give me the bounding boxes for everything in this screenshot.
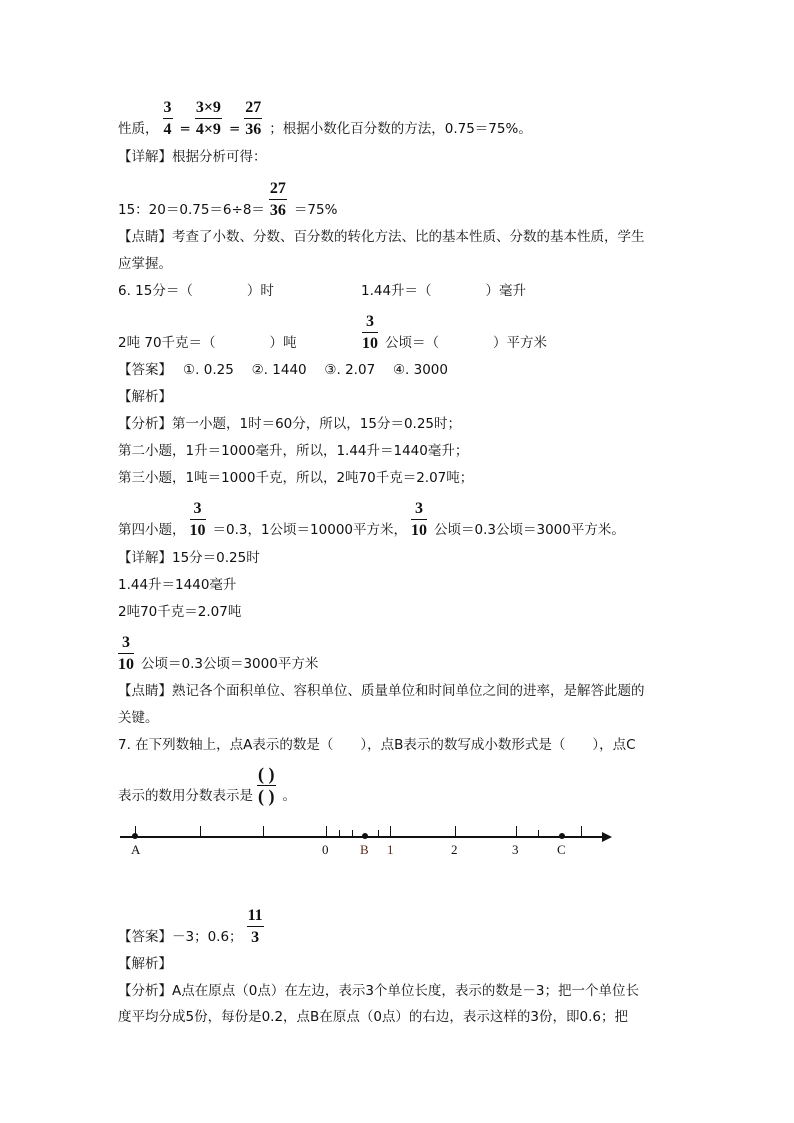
text-row <box>118 500 625 539</box>
text-line: 应掌握。 <box>118 256 172 272</box>
point-b <box>362 833 368 839</box>
text-line: 2吨70千克＝2.07吨 <box>118 604 242 620</box>
text-line: 【分析】A点在原点（0点）在左边，表示3个单位长度，表示的数是－3；把一个单位长 <box>118 983 640 999</box>
label-b: B <box>360 842 369 857</box>
fraction: $\frac{27}{36}$ <box>245 99 262 138</box>
blank-fraction: ( ) ( ) <box>258 764 275 806</box>
axis-tick <box>455 826 456 836</box>
label-2: 2 <box>451 842 458 857</box>
text-row <box>118 282 526 300</box>
label-a: A <box>131 842 141 857</box>
text-line: 第三小题，1吨＝1000千克，所以，2吨70千克＝2.07吨； <box>118 470 474 486</box>
fraction: 3 10 <box>189 500 206 539</box>
text-line: 【解析】 <box>118 956 172 972</box>
text-row <box>118 766 296 805</box>
label-c: C <box>557 842 566 857</box>
label-0: 0 <box>322 842 329 857</box>
axis-tick <box>263 826 264 836</box>
text-line: = <box>228 121 241 137</box>
question-7: 7. 在下列数轴上，点A表示的数是（ ），点B表示的数写成小数形式是（ ），点C <box>118 737 636 753</box>
text-line: 【解析】 <box>118 389 172 405</box>
text-line: = <box>179 121 191 137</box>
text-line: 【分析】第一小题，1时＝60分，所以，15分＝0.25时； <box>118 416 462 432</box>
text-row <box>118 634 318 673</box>
text-line: 15：20＝0.75＝6÷8＝ <box>118 202 265 218</box>
axis-tick <box>516 826 517 836</box>
text-line: 公顷＝0.3公顷＝3000平方米。 <box>434 522 625 538</box>
axis-tick <box>200 826 201 836</box>
text-line: ＝0.3，1公顷＝10000平方米， <box>212 522 408 538</box>
label-3: 3 <box>512 842 519 857</box>
text-line: 第四小题， <box>118 522 186 538</box>
axis-tick <box>390 826 391 836</box>
question-6: 2吨 70千克＝（ ）吨 <box>118 335 297 351</box>
text-row <box>118 907 268 946</box>
text-line: 度平均分成5份，每份是0.2，点B在原点（0点）的右边，表示这样的3份，即0.6；把 <box>118 1009 628 1025</box>
point-a <box>132 833 138 839</box>
text-line: 【点睛】熟记各个面积单位、容积单位、质量单位和时间单位之间的进率，是解答此题的 <box>118 683 645 699</box>
text-line: 第二小题，1升＝1000毫升，所以，1.44升＝1440毫升； <box>118 443 469 459</box>
fraction: 3 10 <box>362 313 378 352</box>
axis-tick <box>326 826 327 836</box>
fraction: 3 10 <box>118 634 134 673</box>
fraction: 27 36 <box>269 180 286 219</box>
text-line: ；根据小数化百分数的方法，0.75＝75%。 <box>269 121 532 137</box>
text-row <box>118 180 337 219</box>
question-6: 公顷＝（ ）平方米 <box>385 335 547 351</box>
text-row <box>118 99 532 138</box>
fraction: $\frac{3}{4}$ <box>163 99 172 138</box>
axis-tick <box>339 830 340 836</box>
text-line: 【详解】15分＝0.25时 <box>118 550 260 566</box>
answer: 【答案】－3；0.6； <box>118 929 243 945</box>
fraction: 11 3 <box>247 907 263 946</box>
text-line: 1.44升＝1440毫升 <box>118 577 237 593</box>
question-6: 1.44升＝（ ）毫升 <box>361 283 527 299</box>
text-line: 【详解】根据分析可得： <box>118 149 267 165</box>
point-c <box>559 833 565 839</box>
axis-tick <box>378 830 379 836</box>
label-1: 1 <box>387 842 394 857</box>
axis-tick <box>581 826 582 836</box>
fraction: $\frac{3\times 9}{4\times 9}$ <box>195 99 221 138</box>
question-7: 表示的数用分数表示是 <box>118 788 253 804</box>
text-line: 【点睛】考查了小数、分数、百分数的转化方法、比的基本性质、分数的基本性质，学生 <box>118 229 645 245</box>
arrow-icon <box>602 832 612 842</box>
text-line: 公顷＝0.3公顷＝3000平方米 <box>141 656 319 672</box>
text-line: ＝75% <box>293 202 338 218</box>
question-6: 6. 15分＝（ ）时 <box>118 283 274 299</box>
question-7: 。 <box>282 788 296 804</box>
text-row <box>118 313 547 352</box>
axis-tick <box>538 830 539 836</box>
fraction: 3 10 <box>411 500 428 539</box>
answer: 【答案】 ①. 0.25 ②. 1440 ③. 2.07 ④. 3000 <box>118 362 448 378</box>
text-line: 性质， <box>118 121 159 137</box>
axis-tick <box>352 830 353 836</box>
text-line: 关键。 <box>118 710 159 726</box>
